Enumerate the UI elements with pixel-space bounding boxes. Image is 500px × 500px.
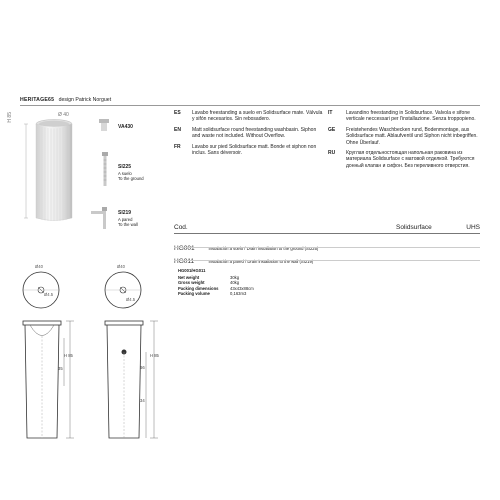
table-row: [174, 250, 480, 268]
valve-icon: [95, 117, 115, 133]
product-diameter-label: Ø 40: [58, 112, 69, 118]
product-image: [20, 110, 80, 225]
descriptions-left: [174, 110, 324, 156]
drawing-top-view-1: [18, 262, 68, 312]
header-divider: [20, 105, 480, 106]
designer-credit: design Patrick Norguet: [58, 97, 112, 103]
accessory-siphon-ground: [97, 150, 113, 195]
descriptions-right: [328, 110, 480, 169]
accessory-siphon-wall: [88, 205, 116, 240]
spec-row: Gross weight 40kg: [178, 280, 240, 286]
side-height-label-1: H 85: [64, 353, 73, 358]
side-drain-label-2a: 66: [140, 365, 145, 370]
specs-block: [178, 268, 318, 296]
specs-header: HG001/HG011: [178, 268, 206, 273]
desc-es: ES Lavabo freestanding a suelo en Solidsurface mate. Válvula y sifón necesarios. Sin rebosadero.: [174, 110, 323, 123]
drawing-side-view-2: [100, 318, 162, 443]
collection-title: HERITAGE65: [20, 97, 55, 103]
desc-ge: GE Freistehendes Waschbecken rund, Bodenmontage, aus Solidsurface matt. Ablaufventil und Siphon nicht inbegriffen. Ohne Überlauf.: [328, 126, 478, 146]
accessory-desc-si225: A suelo To the ground: [118, 171, 144, 182]
accessory-valve: [95, 117, 115, 138]
drawing-top-view-2: [100, 262, 150, 312]
top-dia-label-1: Ø40: [35, 264, 43, 269]
row-code: HG011: [174, 258, 195, 265]
table-divider-top: [174, 233, 480, 234]
accessory-code-si219: SI219: [118, 210, 132, 216]
spec-row: Packing volume 0,163m3: [178, 290, 247, 296]
side-inner-label-1: 35: [58, 366, 63, 371]
accessory-code-si225: SI225: [118, 164, 132, 170]
table-divider: [174, 260, 480, 261]
top-hole-label-2: Ø4.5: [126, 297, 136, 302]
col-finish: UHS: [466, 224, 480, 231]
header-title-row: [20, 97, 111, 103]
spec-row: Packing dimensions 43x43x88cm: [178, 285, 254, 291]
accessory-code-va430: VA430: [118, 124, 133, 130]
desc-en: EN Matt solidsurface round freestanding washbasin. Siphon and waste not included. Without Overflow.: [174, 126, 317, 140]
desc-ru: RU Круглая отдельностоящая напольная раковина из материала Solidsurface с матовой отделкой. Требуются донный клапан и сифон. Без переливного отверстия.: [328, 150, 475, 169]
table-divider: [174, 247, 480, 248]
accessory-desc-si219: A pared To the wall: [118, 217, 138, 228]
side-drain-label-2b: 34: [140, 398, 145, 403]
top-dia-label-2: Ø40: [117, 264, 125, 269]
drawing-side-view-1: [18, 318, 78, 443]
siphon-wall-icon: [88, 205, 116, 235]
desc-fr: FR Lavabo sur pied Solidsurface matt. Bonde et siphon non inclus. Sans déversoir.: [174, 143, 317, 157]
desc-it: IT Lavandino freestanding in Solidsurface. Valvola e sifone verticale neccessari per l'installazione. Senza troppopieno.: [328, 110, 476, 123]
row-desc: Instalación a suelo / Drain installation to the ground (SI225): [208, 246, 319, 251]
col-material: Solidsurface: [396, 224, 432, 231]
row-code: HG001: [174, 245, 195, 252]
side-height-label-2: H 85: [150, 353, 159, 358]
row-desc: Instalación a pared / Drain installation to the wall (SI219): [208, 259, 314, 264]
product-height-label: H 85: [7, 112, 13, 123]
col-code: Cod.: [174, 224, 188, 231]
top-hole-label-1: Ø4.5: [44, 292, 54, 297]
spec-row: Net weight 30kg: [178, 275, 240, 281]
siphon-ground-icon: [97, 150, 113, 190]
table-header: [174, 224, 480, 231]
